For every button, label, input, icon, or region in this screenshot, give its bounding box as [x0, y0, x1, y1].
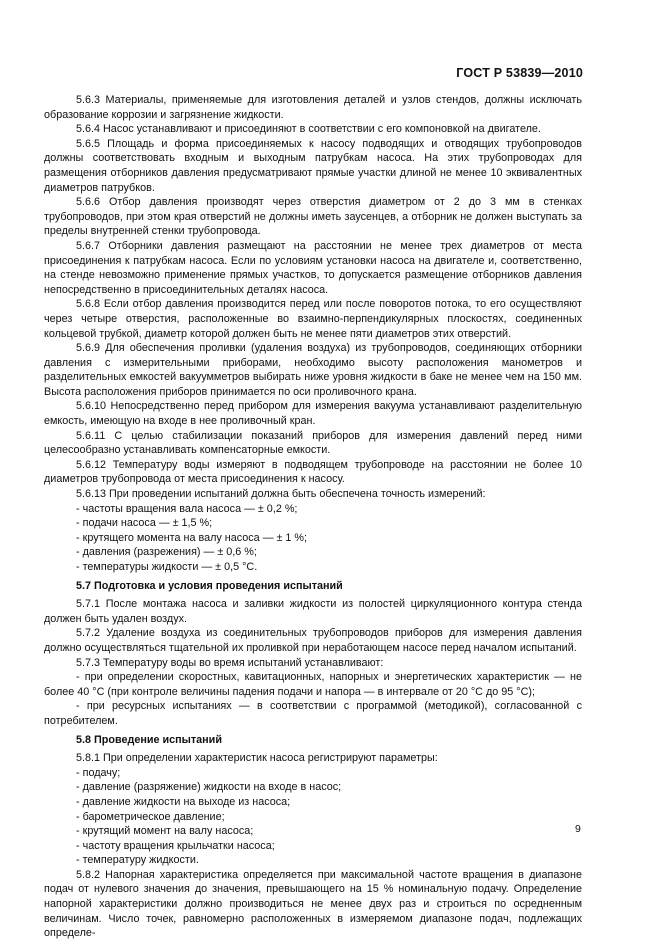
paragraph: 5.7.3 Температуру воды во время испытаний устанавливают:: [76, 656, 384, 669]
page-number: 9: [575, 823, 581, 835]
paragraph: 5.6.13 При проведении испытаний должна быть обеспечена точность измерений:: [76, 488, 486, 501]
paragraph: 5.6.8 Если отбор давления производится перед или после поворотов потока, то его осуществляют через четыре отверстия, расположенные во взаимно-перпендикулярных плоскостях, соединенных кольцевой трубкой, диаметр которой должен быть не менее пяти диаметров этих отверстий.: [44, 298, 582, 340]
list-item: - подачи насоса — ± 1,5 %;: [76, 517, 213, 530]
list-item: - частоту вращения крыльчатки насоса;: [76, 839, 275, 852]
paragraph: 5.6.9 Для обеспечения проливки (удаления воздуха) из трубопроводов, соединяющих отборники давления с измерительными приборами, необходимо высоту расположения манометров и разделительных емкостей вакуумметров выбирать ниже уровня жидкости в баке не менее чем на 150 мм. Высота расположения приборов принимается по оси проливочного крана.: [44, 342, 582, 398]
paragraph: 5.7.2 Удаление воздуха из соединительных трубопроводов приборов для измерения давления должно осуществляться тщательной их проливкой при неработающем насосе перед началом испытаний.: [44, 627, 582, 654]
paragraph: 5.7.1 После монтажа насоса и заливки жидкости из полостей циркуляционного контура стенда должен быть удален воздух.: [44, 598, 582, 625]
document-body: [44, 93, 582, 941]
list-item: - температуру жидкости.: [76, 854, 199, 867]
paragraph: 5.8.1 При определении характеристик насоса регистрируют параметры:: [76, 752, 438, 765]
list-item: - барометрическое давление;: [76, 810, 225, 823]
paragraph: - при определении скоростных, кавитационных, напорных и энергетических характеристик — не более 40 °С (при контроле величины падения подачи и напора — в интервале от 20 °С до 95 °С);: [44, 671, 582, 698]
paragraph: 5.6.6 Отбор давления производят через отверстия диаметром от 2 до 3 мм в стенках трубопроводов, при этом края отверстий не должны иметь заусенцев, а отборник не должен выступать за пределы внутренней стенки трубопровода.: [44, 196, 582, 238]
paragraph: 5.6.12 Температуру воды измеряют в подводящем трубопроводе на расстоянии не более 10 диаметров трубопровода от места присоединения к насосу.: [44, 458, 582, 486]
paragraph: 5.6.3 Материалы, применяемые для изготовления деталей и узлов стендов, должны исключать образование коррозии и загрязнение жидкости.: [44, 94, 582, 121]
list-item: - давление (разряжение) жидкости на входе в насос;: [76, 781, 342, 794]
list-item: - крутящий момент на валу насоса;: [76, 825, 254, 838]
list-item: - подачу;: [76, 766, 121, 779]
document-header: ГОСТ Р 53839—2010: [456, 66, 583, 80]
paragraph: - при ресурсных испытаниях — в соответствии с программой (методикой), согласованной с потребителем.: [44, 700, 582, 727]
list-item: - давление жидкости на выходе из насоса;: [76, 795, 291, 808]
list-item: - крутящего момента на валу насоса — ± 1 %;: [76, 531, 308, 544]
list-item: - температуры жидкости — ± 0,5 °С.: [76, 561, 258, 573]
paragraph: 5.6.7 Отборники давления размещают на расстоянии не менее трех диаметров от места присоединения к патрубкам насоса. Если по условиям установки насоса на двигателе и, соответственно, на стенде невозможно применение прямых участков, то допускается размещение отборников давления непосредственно в присоединительных деталях насоса.: [44, 239, 582, 296]
section-heading: 5.8 Проведение испытаний: [76, 733, 222, 746]
paragraph: 5.6.5 Площадь и форма присоединяемых к насосу подводящих и отводящих трубопроводов должны соответствовать входным и выходным патрубкам насоса. На этих трубопроводах для размещения отборников давления предусматривают прямые участки длиной не менее 10 эквивалентных диаметров патрубков.: [44, 137, 582, 194]
section-heading: 5.7 Подготовка и условия проведения испытаний: [76, 579, 343, 592]
paragraph: 5.8.2 Напорная характеристика определяется при максимальной частоте вращения в диапазоне подач от нулевого значения до значения, превышающего на 15 % номинальную подачу. Определение напорной характеристики должно производиться не менее двух раз и строиться по осредненным величинам. Число точек, равномерно расположенных в измеряемом диапазоне подач, подлежащих определе-: [44, 868, 582, 940]
paragraph: 5.6.10 Непосредственно перед прибором для измерения вакуума устанавливают разделительную емкость, имеющую на входе в нее проливочный кран.: [44, 400, 582, 428]
paragraph: 5.6.11 С целью стабилизации показаний приборов для измерения давлений перед ними целесообразно устанавливать компенсаторные емкости.: [44, 429, 582, 457]
paragraph: 5.6.4 Насос устанавливают и присоединяют в соответствии с его компоновкой на двигателе.: [76, 123, 541, 136]
list-item: - частоты вращения вала насоса — ± 0,2 %;: [76, 502, 298, 515]
list-item: - давления (разрежения) — ± 0,6 %;: [76, 546, 257, 559]
